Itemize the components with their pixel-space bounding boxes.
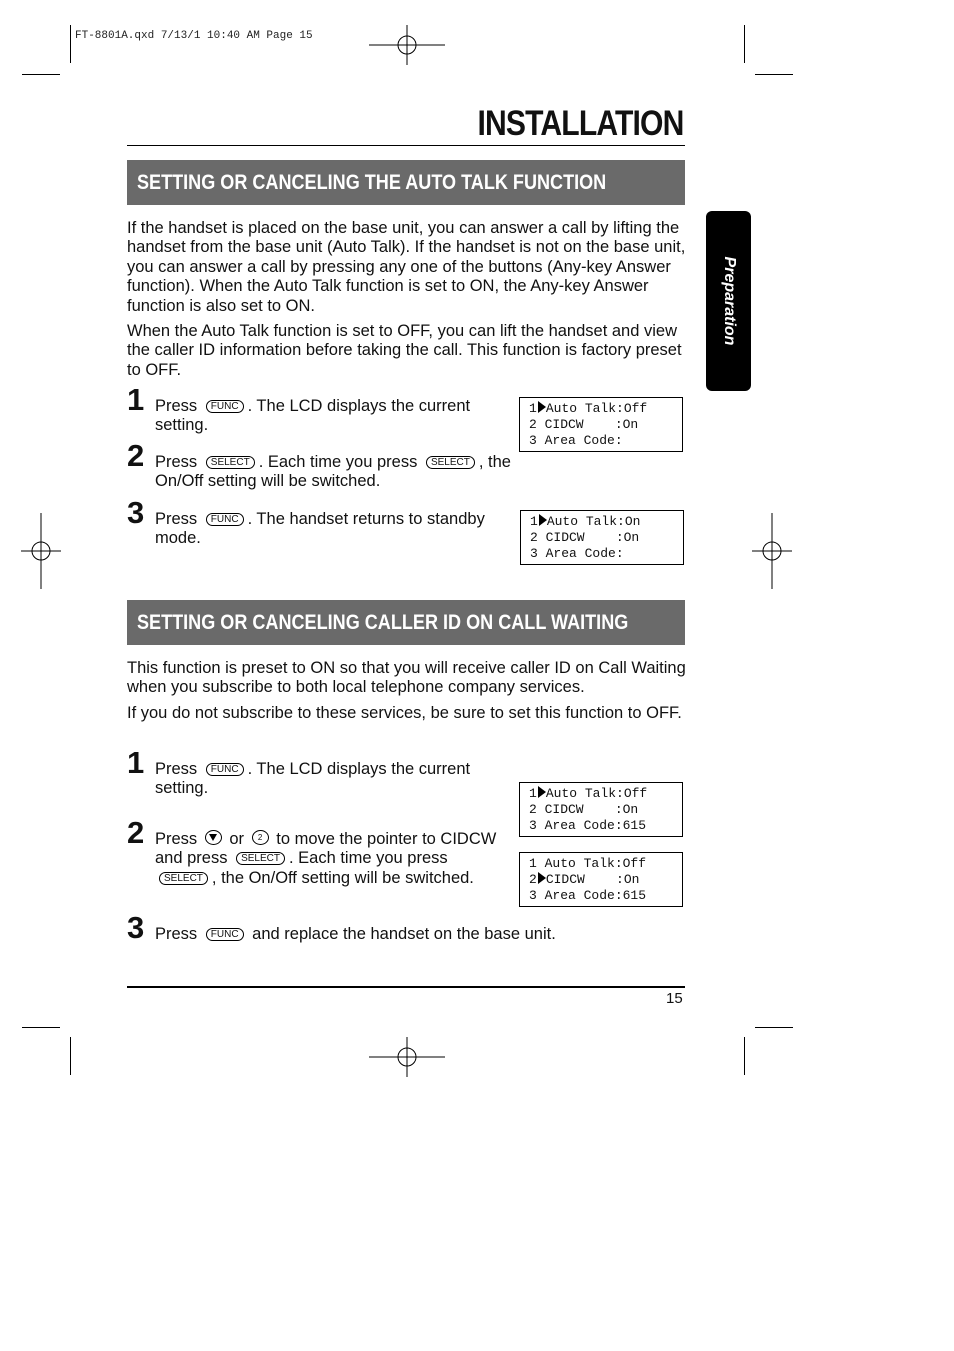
step-text-post: and replace the handset on the base unit. — [252, 925, 556, 943]
crop-mark — [70, 25, 71, 63]
crop-mark — [70, 1037, 71, 1075]
crop-mark — [744, 25, 745, 63]
step-text-post: . The LCD displays the current setting. — [155, 760, 471, 798]
lcd-display — [519, 852, 683, 907]
step-text-or: or — [229, 830, 245, 848]
select-key-icon: SELECT — [426, 456, 475, 469]
section-heading-text: SETTING OR CANCELING THE AUTO TALK FUNCTION — [137, 171, 607, 194]
registration-mark — [369, 1019, 445, 1095]
crop-mark — [755, 74, 793, 75]
paragraph: If you do not subscribe to these services, be sure to set this function to OFF. — [127, 704, 682, 722]
registration-mark — [3, 513, 79, 589]
step-text-post: . The LCD displays the current setting. — [155, 397, 471, 435]
lcd-line: 1 Auto Talk:On — [530, 514, 641, 529]
select-key-icon: SELECT — [206, 456, 255, 469]
func-key-icon: FUNC — [206, 400, 244, 413]
pointer-icon — [538, 786, 546, 798]
step-text-mid: . Each time you press — [288, 849, 448, 868]
step-text-post: . The handset returns to standby mode. — [155, 510, 485, 548]
number-2-key-icon: 2 — [252, 830, 269, 845]
step-number: 1 — [127, 745, 145, 780]
paragraph: This function is preset to ON so that you will receive caller ID on Call Waiting when you subscribe to both local telephone company services. — [127, 659, 686, 697]
paragraph: If the handset is placed on the base unit, you can answer a call by lifting the handset from the base unit (Auto Talk). If the handset is not on the base unit, you can answer a call by pressing any one of the buttons (Any-key Answer function). When the Auto Talk function is set to ON, the Any-key Answer function is also set to ON. — [127, 219, 686, 315]
func-key-icon: FUNC — [206, 928, 244, 941]
pointer-icon — [539, 514, 547, 526]
crop-mark — [755, 1027, 793, 1028]
registration-mark — [734, 513, 810, 589]
page-title: INSTALLATION — [477, 104, 683, 143]
step-text-pre: Press — [155, 925, 198, 943]
crop-mark — [22, 74, 60, 75]
step-text — [155, 925, 685, 944]
section-heading-caller-id-cw — [127, 600, 685, 645]
step-text — [155, 453, 525, 492]
step-text — [155, 760, 510, 799]
pointer-icon — [538, 401, 546, 413]
lcd-line: 1 Auto Talk:Off — [529, 401, 648, 416]
step-text-post: , the On/Off setting will be switched. — [211, 868, 474, 887]
paragraph: When the Auto Talk function is set to OFF, you can lift the handset and view the caller ID information before taking the call. This function is factory preset to OFF. — [127, 322, 682, 379]
lcd-display — [519, 782, 683, 837]
step-text — [155, 830, 505, 888]
func-key-icon: FUNC — [206, 763, 244, 776]
step-number: 1 — [127, 382, 145, 417]
select-key-icon: SELECT — [236, 852, 285, 865]
side-tab — [706, 211, 751, 391]
down-arrow-key-icon — [205, 830, 222, 845]
page-number: 15 — [666, 990, 683, 1007]
func-key-icon: FUNC — [206, 513, 244, 526]
lcd-line: 2 CIDCW :On — [529, 872, 640, 888]
step-text-pre: Press — [155, 510, 198, 528]
lcd-line: 1 Auto Talk:Off — [529, 856, 647, 871]
lcd-line: 2 CIDCW :On — [530, 530, 640, 546]
lcd-display — [519, 397, 683, 452]
step-number: 3 — [127, 910, 145, 945]
lcd-line: 3 Area Code: — [529, 433, 623, 449]
step-text-pre: Press — [155, 397, 198, 415]
step-text-mid: to move the pointer to CIDCW and press — [155, 830, 497, 868]
step-text — [155, 510, 485, 549]
crop-mark — [22, 1027, 60, 1028]
step-text-mid: . Each time you press — [258, 453, 418, 471]
section-heading-auto-talk — [127, 160, 685, 205]
step-number: 2 — [127, 438, 145, 473]
registration-mark — [369, 7, 445, 83]
side-tab-label: Preparation — [720, 256, 738, 346]
section-heading-text: SETTING OR CANCELING CALLER ID ON CALL WAITING — [137, 611, 629, 634]
step-text-pre: Press — [155, 453, 198, 471]
step-number: 3 — [127, 495, 145, 530]
pointer-icon — [538, 872, 546, 884]
lcd-line: 2 CIDCW :On — [529, 802, 639, 818]
crop-mark — [744, 1037, 745, 1075]
title-rule — [127, 145, 685, 146]
lcd-display — [520, 510, 684, 565]
lcd-line: 2 CIDCW :On — [529, 417, 639, 433]
lcd-line: 3 Area Code: — [530, 546, 624, 562]
step-text-pre: Press — [155, 760, 198, 778]
step-text-pre: Press — [155, 830, 198, 848]
lcd-line: 3 Area Code:615 — [529, 888, 647, 904]
select-key-icon: SELECT — [159, 872, 208, 885]
step-text — [155, 397, 515, 436]
step-number: 2 — [127, 815, 145, 850]
footer-rule — [127, 986, 685, 988]
lcd-line: 1 Auto Talk:Off — [529, 786, 648, 801]
step-text-post: , the On/Off setting will be switched. — [155, 453, 511, 491]
file-slug: FT-8801A.qxd 7/13/1 10:40 AM Page 15 — [75, 30, 313, 42]
lcd-line: 3 Area Code:615 — [529, 818, 647, 834]
